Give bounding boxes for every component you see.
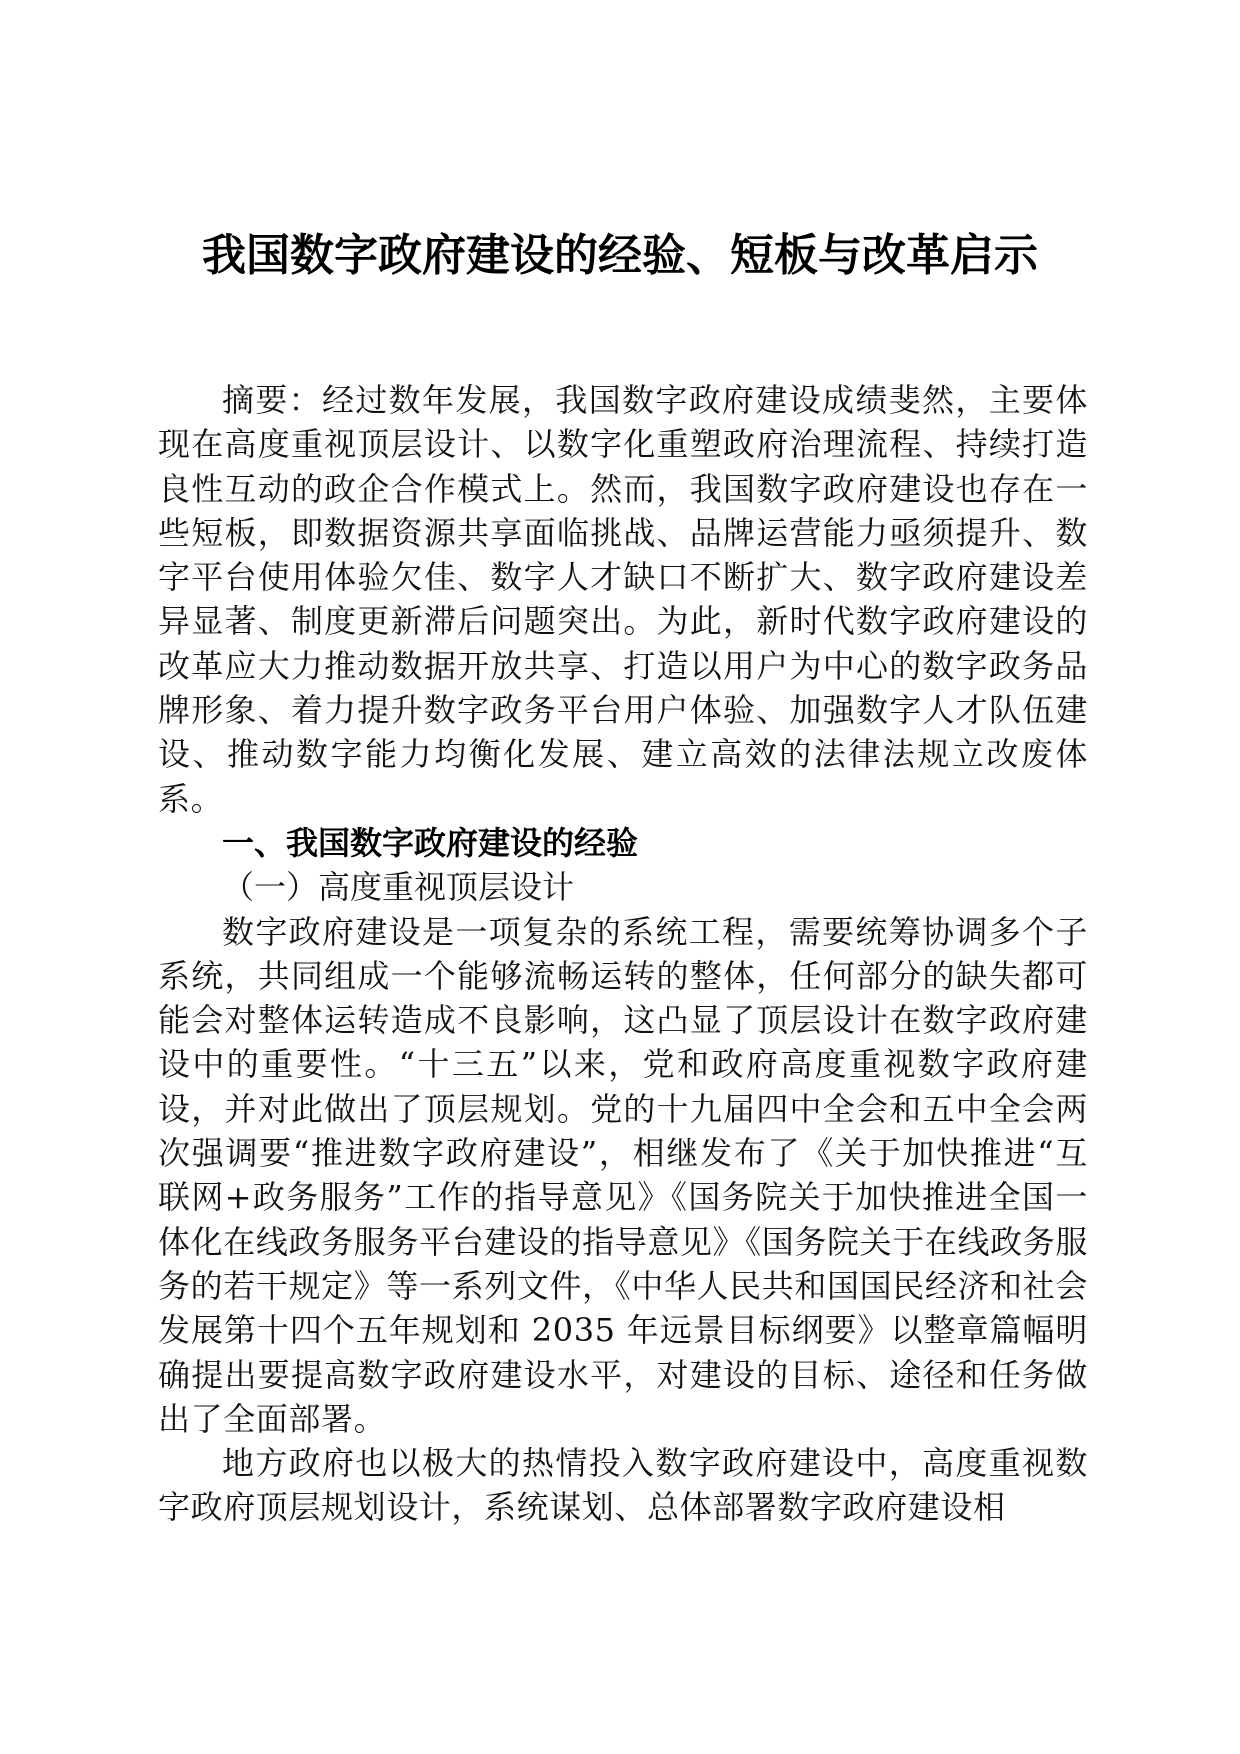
body-paragraph: 地方政府也以极大的热情投入数字政府建设中，高度重视数字政府顶层规划设计，系统谋划、总体部署数字政府建设相	[158, 1444, 1088, 1527]
section-heading: 一、我国数字政府建设的经验	[222, 823, 639, 862]
document-body	[158, 378, 1088, 1530]
subsection-heading: （一）高度重视顶层设计	[222, 868, 575, 907]
abstract-paragraph: 摘要：经过数年发展，我国数字政府建设成绩斐然，主要体现在高度重视顶层设计、以数字化重塑政府治理流程、持续打造良性互动的政企合作模式上。然而，我国数字政府建设也存在一些短板，即数据资源共享面临挑战、品牌运营能力亟须提升、数字平台使用体验欠佳、数字人才缺口不断扩大、数字政府建设差异显著、制度更新滞后问题突出。为此，新时代数字政府建设的改革应大力推动数据开放共享、打造以用户为中心的数字政务品牌形象、着力提升数字政务平台用户体验、加强数字人才队伍建设、推动数字能力均衡化发展、建立高效的法律法规立改废体系。	[158, 381, 1088, 818]
document-title: 我国数字政府建设的经验、短板与改革启示	[202, 230, 1038, 281]
body-paragraph: 数字政府建设是一项复杂的系统工程，需要统筹协调多个子系统，共同组成一个能够流畅运转的整体，任何部分的缺失都可能会对整体运转造成不良影响，这凸显了顶层设计在数字政府建设中的重要性。“十三五”以来，党和政府高度重视数字政府建设，并对此做出了顶层规划。党的十九届四中全会和五中全会两次强调要“推进数字政府建设”，相继发布了《关于加快推进“互联网+政务服务”工作的指导意见》《国务院关于加快推进全国一体化在线政务服务平台建设的指导意见》《国务院关于在线政务服务的若干规定》等一系列文件，《中华人民共和国国民经济和社会发展第十四个五年规划和 2035 年远景目标纲要》以整章篇幅明确提出要提高数字政府建设水平，对建设的目标、途径和任务做出了全面部署。	[158, 912, 1088, 1438]
